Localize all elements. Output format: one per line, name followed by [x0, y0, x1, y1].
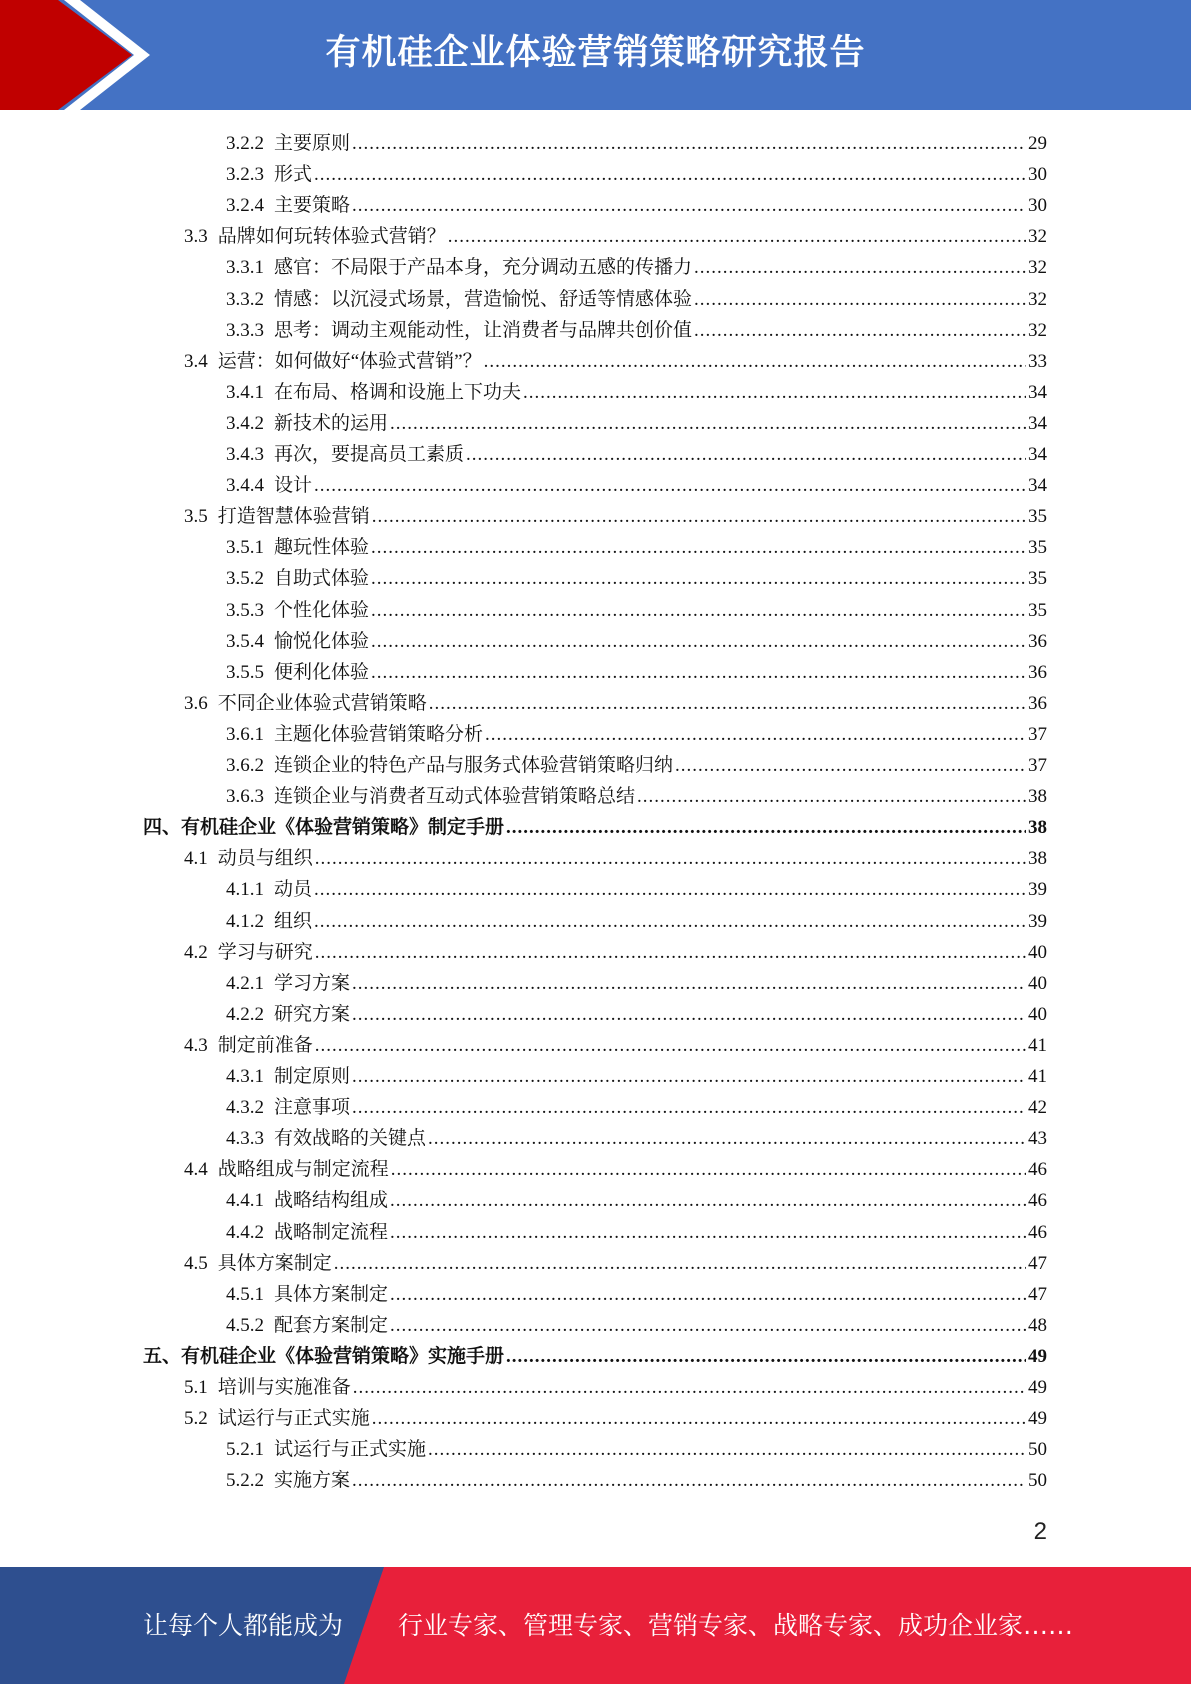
toc-entry-page: 37	[1028, 723, 1047, 745]
toc-dot-leader	[390, 1185, 1026, 1216]
toc-entry[interactable]	[226, 750, 1047, 781]
toc-entry-page: 34	[1028, 381, 1047, 403]
toc-entry[interactable]	[226, 470, 1047, 501]
toc-entry[interactable]	[184, 346, 1047, 377]
toc-entry-number: 3.5.4	[226, 630, 264, 652]
toc-entry-number: 5.2	[184, 1408, 208, 1430]
toc-entry-number: 4.3.2	[226, 1097, 264, 1119]
toc-dot-leader	[506, 812, 1026, 843]
toc-entry[interactable]	[143, 812, 1047, 843]
toc-dot-leader	[352, 190, 1026, 221]
toc-entry-page: 43	[1028, 1128, 1047, 1150]
toc-entry-page: 46	[1028, 1190, 1047, 1212]
document-title: 有机硅企业体验营销策略研究报告	[325, 33, 866, 73]
toc-entry-title: 试运行与正式实施	[274, 1439, 427, 1461]
toc-entry[interactable]	[184, 1403, 1047, 1434]
toc-entry-number: 5.2.2	[226, 1470, 264, 1492]
toc-entry-page: 36	[1028, 692, 1047, 714]
toc-entry[interactable]	[226, 595, 1047, 626]
toc-entry-title: 战略结构组成	[274, 1190, 389, 1212]
toc-entry-page: 32	[1028, 257, 1047, 279]
toc-entry-number: 3.5	[184, 506, 208, 528]
toc-entry-page: 39	[1028, 910, 1047, 932]
toc-entry-number: 4.5	[184, 1252, 208, 1274]
toc-entry-number: 3.4.4	[226, 475, 264, 497]
toc-entry-title: 设计	[274, 475, 313, 497]
toc-dot-leader	[428, 1123, 1026, 1154]
toc-dot-leader	[352, 1465, 1026, 1496]
toc-entry-page: 34	[1028, 444, 1047, 465]
toc-dot-leader	[352, 999, 1026, 1030]
toc-entry-number: 4.3	[184, 1034, 208, 1056]
toc-dot-leader	[448, 221, 1026, 252]
toc-entry-page: 35	[1028, 506, 1047, 528]
toc-dot-leader	[390, 1310, 1026, 1341]
toc-entry-number: 3.3.3	[226, 319, 264, 341]
toc-entry-title: 个性化体验	[274, 599, 370, 621]
toc-entry-title: 运营：如何做好“体验式营销”？	[217, 350, 482, 372]
toc-entry-number: 3.3	[184, 226, 208, 248]
toc-dot-leader	[352, 968, 1026, 999]
toc-entry-number: 4.2	[184, 941, 208, 963]
toc-entry[interactable]	[226, 968, 1047, 999]
toc-entry-title: 连锁企业的特色产品与服务式体验营销策略归纳	[274, 755, 674, 776]
toc-entry-number: 3.4.3	[226, 444, 264, 465]
toc-entry[interactable]	[226, 906, 1047, 937]
toc-entry-page: 30	[1028, 164, 1047, 186]
toc-entry-page: 32	[1028, 319, 1047, 341]
toc-entry[interactable]	[226, 874, 1047, 905]
toc-entry[interactable]	[226, 563, 1047, 594]
toc-entry-title: 五、有机硅企业《体验营销策略》实施手册	[143, 1345, 505, 1367]
toc-entry-title: 研究方案	[274, 1003, 351, 1025]
page-header	[0, 0, 1191, 110]
toc-entry-number: 4.4.2	[226, 1221, 264, 1243]
toc-entry-number: 3.3.2	[226, 288, 264, 310]
toc-entry-title: 配套方案制定	[274, 1314, 389, 1336]
toc-entry-title: 主题化体验营销策略分析	[274, 723, 484, 745]
toc-entry[interactable]	[226, 1217, 1047, 1248]
toc-entry-page: 41	[1028, 1034, 1047, 1056]
toc-entry-title: 制定前准备	[217, 1034, 313, 1056]
toc-entry-number: 3.6.2	[226, 755, 264, 776]
toc-entry-title: 战略组成与制定流程	[217, 1159, 389, 1181]
toc-dot-leader	[523, 377, 1026, 408]
toc-entry-title: 再次，要提高员工素质	[274, 444, 465, 465]
toc-entry[interactable]	[143, 1341, 1047, 1372]
toc-dot-leader	[371, 532, 1026, 563]
toc-entry-title: 动员与组织	[217, 848, 313, 870]
toc-dot-leader	[694, 315, 1026, 346]
toc-entry[interactable]	[184, 1372, 1047, 1403]
toc-entry-page: 36	[1028, 661, 1047, 683]
toc-entry[interactable]	[184, 501, 1047, 532]
toc-entry-number: 4.3.1	[226, 1066, 264, 1087]
toc-entry-page: 38	[1028, 848, 1047, 870]
toc-entry[interactable]	[226, 719, 1047, 750]
toc-entry-page: 50	[1028, 1439, 1047, 1461]
toc-entry-number: 3.5.3	[226, 599, 264, 621]
toc-dot-leader	[314, 906, 1026, 937]
toc-dot-leader	[314, 159, 1026, 190]
toc-entry-page: 49	[1028, 1377, 1047, 1398]
toc-entry[interactable]	[226, 377, 1047, 408]
toc-entry-number: 4.1.1	[226, 879, 264, 901]
toc-entry[interactable]	[226, 1279, 1047, 1310]
toc-entry-title: 愉悦化体验	[274, 630, 370, 652]
toc-entry-page: 32	[1028, 226, 1047, 248]
toc-entry[interactable]	[184, 1154, 1047, 1185]
footer-slogan-right: 行业专家、管理专家、营销专家、战略专家、成功企业家……	[398, 1611, 1074, 1640]
toc-dot-leader	[371, 563, 1026, 594]
toc-entry[interactable]	[226, 1092, 1047, 1123]
toc-entry-title: 情感：以沉浸式场景，营造愉悦、舒适等情感体验	[274, 288, 693, 310]
toc-entry-page: 49	[1028, 1408, 1047, 1430]
toc-dot-leader	[372, 1403, 1026, 1434]
toc-entry[interactable]	[226, 657, 1047, 688]
toc-dot-leader	[391, 1154, 1026, 1185]
toc-entry-page: 38	[1028, 786, 1047, 808]
toc-entry-number: 3.4.2	[226, 412, 264, 434]
toc-entry[interactable]	[226, 284, 1047, 315]
toc-entry[interactable]	[226, 1465, 1047, 1496]
toc-entry-title: 培训与实施准备	[217, 1377, 351, 1398]
toc-entry-page: 35	[1028, 599, 1047, 621]
toc-entry-page: 34	[1028, 412, 1047, 434]
toc-entry[interactable]	[184, 1030, 1047, 1061]
toc-entry-number: 4.2.1	[226, 972, 264, 994]
toc-entry-number: 4.4.1	[226, 1190, 264, 1212]
toc-entry-title: 有效战略的关键点	[274, 1128, 427, 1150]
toc-entry[interactable]	[226, 439, 1047, 470]
toc-entry-title: 主要策略	[274, 195, 351, 217]
toc-dot-leader	[428, 1434, 1026, 1465]
toc-dot-leader	[675, 750, 1026, 781]
toc-entry-title: 趣玩性体验	[274, 537, 370, 559]
toc-entry-page: 32	[1028, 288, 1047, 310]
toc-entry[interactable]	[226, 1434, 1047, 1465]
toc-entry-page: 29	[1028, 133, 1047, 154]
toc-entry[interactable]	[226, 1310, 1047, 1341]
toc-dot-leader	[390, 1279, 1026, 1310]
toc-dot-leader	[390, 408, 1026, 439]
toc-entry-title: 主要原则	[274, 133, 351, 154]
toc-entry[interactable]	[226, 1185, 1047, 1216]
toc-entry-page: 50	[1028, 1470, 1047, 1492]
toc-entry-number: 3.5.1	[226, 537, 264, 559]
toc-entry[interactable]	[184, 221, 1047, 252]
toc-entry-page: 47	[1028, 1252, 1047, 1274]
toc-entry-title: 学习方案	[274, 972, 351, 994]
toc-entry-page: 49	[1028, 1345, 1047, 1367]
toc-entry-page: 38	[1028, 817, 1047, 839]
toc-dot-leader	[352, 1061, 1026, 1092]
toc-entry-title: 感官：不局限于产品本身，充分调动五感的传播力	[274, 257, 693, 279]
toc-entry[interactable]	[226, 626, 1047, 657]
toc-entry[interactable]	[226, 315, 1047, 346]
toc-entry[interactable]	[226, 128, 1047, 159]
toc-entry-page: 35	[1028, 537, 1047, 559]
toc-entry-page: 47	[1028, 1283, 1047, 1305]
toc-dot-leader	[694, 284, 1026, 315]
toc-entry-title: 思考：调动主观能动性，让消费者与品牌共创价值	[274, 319, 693, 341]
toc-entry-title: 打造智慧体验营销	[217, 506, 370, 528]
toc-entry-number: 3.2.2	[226, 133, 264, 154]
toc-entry-number: 4.1.2	[226, 910, 264, 932]
toc-entry[interactable]	[184, 843, 1047, 874]
toc-dot-leader	[637, 781, 1026, 812]
toc-entry-page: 46	[1028, 1159, 1047, 1181]
toc-entry-page: 40	[1028, 972, 1047, 994]
toc-dot-leader	[466, 439, 1026, 470]
toc-dot-leader	[506, 1341, 1026, 1372]
toc-entry-number: 3.3.1	[226, 257, 264, 279]
toc-entry-number: 3.6	[184, 692, 208, 714]
toc-entry-page: 34	[1028, 475, 1047, 497]
toc-entry-number: 3.6.3	[226, 786, 264, 808]
toc-dot-leader	[485, 719, 1026, 750]
toc-entry[interactable]	[184, 937, 1047, 968]
toc-entry-title: 不同企业体验式营销策略	[217, 692, 427, 714]
toc-entry[interactable]	[226, 190, 1047, 221]
toc-entry-number: 4.1	[184, 848, 208, 870]
toc-entry-title: 动员	[274, 879, 313, 901]
toc-entry-number: 3.4.1	[226, 381, 264, 403]
toc-dot-leader	[484, 346, 1026, 377]
toc-entry-number: 3.2.4	[226, 195, 264, 217]
toc-dot-leader	[352, 128, 1026, 159]
toc-entry[interactable]	[226, 252, 1047, 283]
toc-entry-number: 4.5.2	[226, 1314, 264, 1336]
toc-entry-number: 4.2.2	[226, 1003, 264, 1025]
toc-entry-number: 3.4	[184, 350, 208, 372]
toc-entry-page: 41	[1028, 1066, 1047, 1087]
toc-dot-leader	[372, 501, 1026, 532]
toc-entry-title: 试运行与正式实施	[217, 1408, 370, 1430]
toc-entry-title: 实施方案	[274, 1470, 351, 1492]
toc-entry-title: 形式	[274, 164, 313, 186]
toc-entry-number: 4.3.3	[226, 1128, 264, 1150]
toc-entry-page: 40	[1028, 1003, 1047, 1025]
toc-entry-title: 组织	[274, 910, 313, 932]
toc-dot-leader	[315, 843, 1026, 874]
toc-entry-title: 在布局、格调和设施上下功夫	[274, 381, 522, 403]
page-number: 2	[1033, 1518, 1047, 1545]
toc-entry-page: 39	[1028, 879, 1047, 901]
toc-entry-page: 42	[1028, 1097, 1047, 1119]
toc-entry[interactable]	[226, 1061, 1047, 1092]
toc-entry-title: 学习与研究	[217, 941, 313, 963]
toc-entry[interactable]	[226, 532, 1047, 563]
toc-entry-page: 33	[1028, 350, 1047, 372]
toc-dot-leader	[315, 937, 1026, 968]
toc-entry-number: 3.2.3	[226, 164, 264, 186]
toc-dot-leader	[315, 1030, 1026, 1061]
toc-entry-page: 30	[1028, 195, 1047, 217]
toc-entry-number: 4.5.1	[226, 1283, 264, 1305]
toc-entry-title: 制定原则	[274, 1066, 351, 1087]
toc-entry-page: 46	[1028, 1221, 1047, 1243]
toc-entry-page: 35	[1028, 568, 1047, 590]
toc-entry-title: 品牌如何玩转体验式营销？	[217, 226, 446, 248]
toc-entry-title: 具体方案制定	[217, 1252, 332, 1274]
toc-entry[interactable]	[226, 408, 1047, 439]
toc-entry-page: 40	[1028, 941, 1047, 963]
toc-dot-leader	[371, 595, 1026, 626]
toc-entry-title: 注意事项	[274, 1097, 351, 1119]
toc-entry-title: 连锁企业与消费者互动式体验营销策略总结	[274, 786, 636, 808]
toc-dot-leader	[371, 657, 1026, 688]
toc-dot-leader	[352, 1092, 1026, 1123]
toc-entry[interactable]	[226, 159, 1047, 190]
toc-entry[interactable]	[184, 1248, 1047, 1279]
page-footer	[0, 1567, 1191, 1684]
toc-entry-page: 36	[1028, 630, 1047, 652]
toc-entry-title: 具体方案制定	[274, 1283, 389, 1305]
toc-entry[interactable]	[226, 999, 1047, 1030]
toc-entry[interactable]	[226, 1123, 1047, 1154]
toc-entry-title: 四、有机硅企业《体验营销策略》制定手册	[143, 817, 505, 839]
toc-dot-leader	[314, 470, 1026, 501]
toc-entry-title: 自助式体验	[274, 568, 370, 590]
footer-slogan-left: 让每个人都能成为	[143, 1611, 344, 1640]
toc-dot-leader	[314, 874, 1026, 905]
toc-entry-number: 5.2.1	[226, 1439, 264, 1461]
toc-dot-leader	[371, 626, 1026, 657]
toc-dot-leader	[429, 688, 1026, 719]
toc-dot-leader	[334, 1248, 1026, 1279]
toc-entry-page: 48	[1028, 1314, 1047, 1336]
toc-entry-title: 便利化体验	[274, 661, 370, 683]
toc-entry-title: 战略制定流程	[274, 1221, 389, 1243]
toc-entry[interactable]	[226, 781, 1047, 812]
toc-entry-page: 37	[1028, 755, 1047, 776]
toc-entry-number: 3.5.5	[226, 661, 264, 683]
toc-dot-leader	[694, 252, 1026, 283]
toc-entry-title: 新技术的运用	[274, 412, 389, 434]
toc-entry-number: 5.1	[184, 1377, 208, 1398]
toc-entry-number: 3.6.1	[226, 723, 264, 745]
toc-entry-number: 4.4	[184, 1159, 208, 1181]
toc-dot-leader	[353, 1372, 1026, 1403]
toc-entry[interactable]	[184, 688, 1047, 719]
toc-dot-leader	[390, 1217, 1026, 1248]
toc-entry-number: 3.5.2	[226, 568, 264, 590]
